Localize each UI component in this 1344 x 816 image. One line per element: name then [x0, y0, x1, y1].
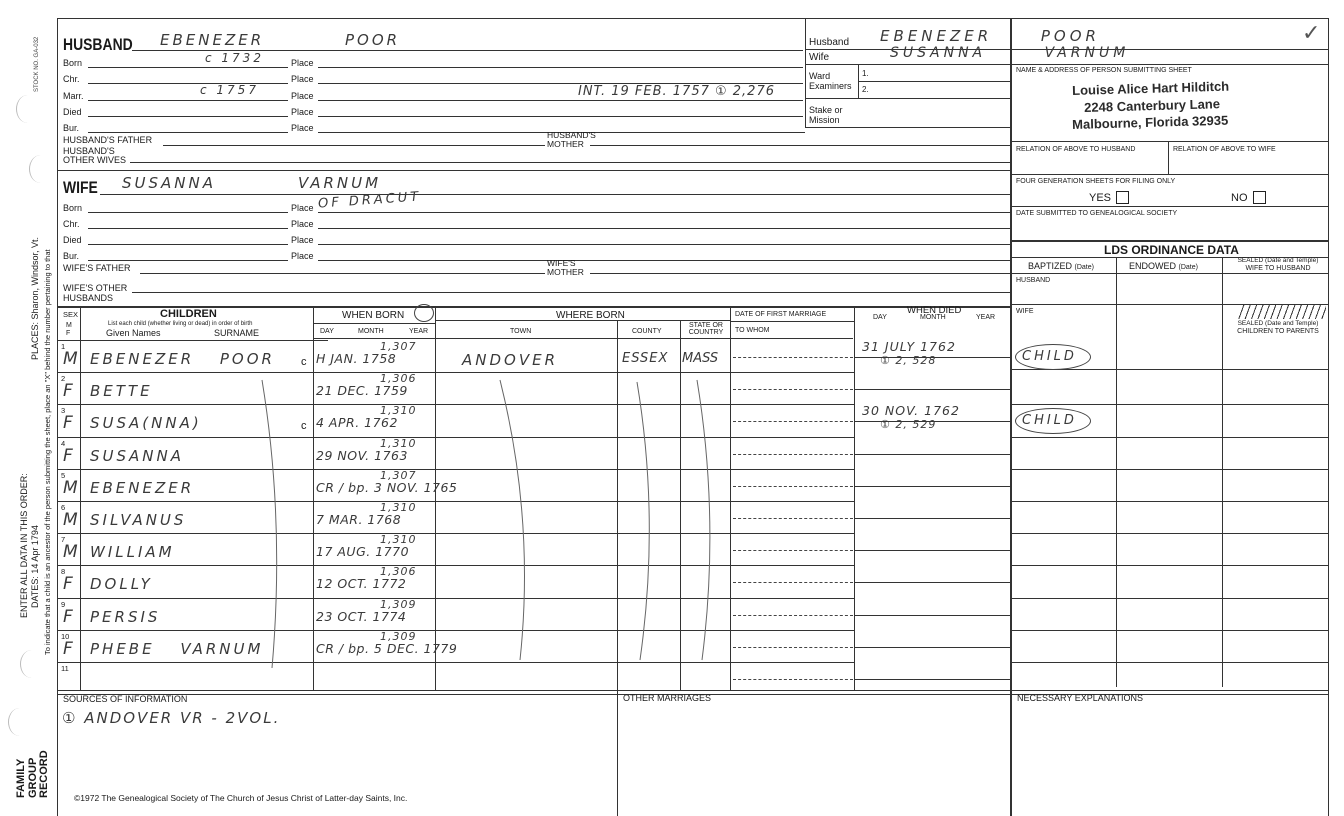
child-birth-ref: 1,310	[380, 533, 417, 546]
child-birth-ref: 1,307	[380, 340, 417, 353]
children-header-bottom	[57, 340, 328, 341]
wife-died-date-line	[88, 244, 288, 245]
child-birth-date: CR / bp. 3 NOV. 1765	[316, 480, 458, 495]
child-marriage-dash	[733, 357, 853, 358]
children-sub-label: List each child (whether living or dead) in order of birth	[108, 321, 253, 327]
child-row-line	[57, 662, 854, 663]
wife-heading: WIFE	[63, 178, 98, 197]
surname-label: SURNAME	[214, 328, 260, 338]
punch-hole-4	[8, 708, 31, 736]
yes-label: YES	[1089, 192, 1112, 204]
child-number: 9	[61, 600, 66, 609]
child-sex: F	[63, 446, 73, 466]
child-number: 6	[61, 503, 66, 512]
child-row-line	[57, 469, 854, 470]
child-died-line	[854, 518, 1010, 519]
child-marriage-dash	[733, 454, 853, 455]
child-row-line	[57, 437, 854, 438]
lds-sealed-children-label	[1228, 321, 1328, 335]
child-birth-date: CR / bp. 5 DEC. 1779	[316, 641, 458, 656]
right-border	[1328, 18, 1329, 816]
wife-father-line	[140, 273, 545, 274]
husband-died-label: Died	[63, 107, 82, 117]
lds-baptized-text: BAPTIZED	[1028, 261, 1073, 271]
child-row-line	[57, 533, 854, 534]
ward-1: 1.	[862, 69, 869, 78]
child-sex: F	[63, 639, 73, 659]
child-birth-date: 23 OCT. 1774	[316, 609, 407, 624]
copyright: ©1972 The Genealogical Society of The Church of Jesus Christ of Latter-day Saints, Inc.	[74, 793, 408, 803]
lds-sealed-children-line2: CHILDREN TO PARENTS	[1237, 327, 1319, 335]
child-name: SILVANUS	[90, 511, 187, 529]
town-col-divider	[617, 320, 618, 690]
child-died-line	[854, 582, 1010, 583]
right-husband-label: Husband	[809, 37, 850, 48]
child-sex: F	[63, 607, 73, 627]
husband-born-date-line	[88, 67, 288, 68]
submitter-label: NAME & ADDRESS OF PERSON SUBMITTING SHEET	[1016, 67, 1192, 74]
submitter-street: 2248 Canterbury Lane	[1083, 96, 1221, 115]
lds-title: LDS ORDINANCE DATA	[1104, 243, 1239, 257]
husband-marr-date-line	[88, 100, 288, 101]
husband-marr-place-line	[318, 100, 803, 101]
child-name: PHEBE VARNUM	[90, 640, 264, 658]
child-marriage-dash	[733, 550, 853, 551]
submitter-city: Malbourne, Florida 32935	[1071, 112, 1229, 132]
child-died-line	[854, 679, 1010, 680]
sex-label: SEX	[63, 310, 79, 319]
child-marriage-dash	[733, 679, 853, 680]
wife-born-date-line	[88, 212, 288, 213]
child-number: 4	[61, 439, 66, 448]
lds-baptized-label	[1028, 262, 1094, 271]
first-marriage-sub-line	[730, 321, 854, 322]
husband-other-wives-line	[130, 162, 1010, 163]
sources-text: ① ANDOVER VR - 2VOL.	[62, 709, 281, 727]
county-label: COUNTY	[632, 328, 662, 335]
child-marriage-dash	[733, 486, 853, 487]
child-sex: F	[63, 413, 73, 433]
husband-marr-date: c 1757	[200, 83, 259, 97]
child-birth-ref: 1,309	[380, 630, 417, 643]
ward-2: 2.	[862, 85, 869, 94]
child-birth-date: H JAN. 1758	[316, 351, 397, 366]
wife-given-name: SUSANNA	[122, 174, 216, 192]
child-number: 7	[61, 535, 66, 544]
husband-bur-date-line	[88, 132, 288, 133]
explanations-label: NECESSARY EXPLANATIONS	[1017, 693, 1144, 703]
child-row-line	[57, 598, 854, 599]
child-birth-date: 21 DEC. 1759	[316, 383, 408, 398]
children-col-divider	[313, 306, 314, 690]
child-lds-row-line	[1010, 598, 1328, 599]
child-death-date: 31 JULY 1762	[862, 339, 956, 354]
enter-data-instruction: ENTER ALL DATA IN THIS ORDER:	[19, 473, 29, 618]
state-col-divider	[730, 306, 731, 690]
child-lds-row-line	[1010, 662, 1328, 663]
right-wife-name: SUSANNA VARNUM	[890, 45, 1130, 61]
child-lds-row-line	[1010, 501, 1328, 502]
punch-hole-3	[20, 650, 43, 678]
other-marriages-divider	[617, 690, 618, 816]
husband-given-name: EBENEZER	[160, 31, 265, 49]
lds-header-line	[1010, 273, 1328, 274]
child-number: 10	[61, 632, 70, 641]
wife-mother-line	[590, 273, 1010, 274]
first-marriage-label: DATE OF FIRST MARRIAGE	[735, 311, 827, 318]
lds-sealed-wife-line2: WIFE TO HUSBAND	[1245, 264, 1311, 272]
relation-top-line	[1010, 141, 1328, 142]
husband-born-label: Born	[63, 58, 83, 68]
child-died-line	[854, 647, 1010, 648]
punch-hole-1	[16, 95, 39, 123]
child-birth-date: 7 MAR. 1768	[316, 512, 402, 527]
wife-bur-place-line	[318, 260, 1010, 261]
child-lds-row-line	[1010, 630, 1328, 631]
child-death-date: 30 NOV. 1762	[862, 403, 960, 418]
child-death-ref: ① 2, 529	[880, 418, 937, 431]
child-lds-row-line	[1010, 437, 1328, 438]
child-birth-ref: 1,310	[380, 437, 417, 450]
to-whom-label: TO WHOM	[735, 327, 770, 334]
child-number: 3	[61, 406, 66, 415]
right-wife-line	[805, 64, 1010, 65]
ditto-stroke	[500, 380, 525, 660]
other-marriages-label: OTHER MARRIAGES	[623, 693, 712, 703]
marriage-col-divider	[854, 306, 855, 690]
husband-surname: POOR	[345, 31, 401, 49]
date-submitted-label: DATE SUBMITTED TO GENEALOGICAL SOCIETY	[1016, 210, 1178, 217]
child-ancestor-mark: c	[301, 356, 307, 368]
form-title	[16, 750, 51, 798]
husband-died-date-line	[88, 116, 288, 117]
ward-bottom-line	[805, 98, 1010, 99]
lds-endowed-date: (Date)	[1178, 264, 1198, 271]
lds-col-2	[1222, 257, 1223, 687]
child-birth-date: 29 NOV. 1763	[316, 448, 408, 463]
child-lds-row-line	[1010, 533, 1328, 534]
ward-examiners-label: Ward Examiners	[809, 71, 852, 91]
lds-baptized-date: (Date)	[1074, 264, 1094, 271]
child-name: SUSA(NNA)	[90, 414, 202, 432]
husband-bur-place-label: Place	[291, 123, 314, 133]
wife-surname: VARNUM	[298, 174, 382, 192]
child-name: EBENEZER POOR	[90, 350, 275, 368]
relation-wife-label: RELATION OF ABOVE TO WIFE	[1173, 146, 1276, 153]
lds-endowed-text: ENDOWED	[1129, 261, 1176, 271]
wife-bur-date-line	[88, 260, 288, 261]
ancestor-indicator-note: To indicate that a child is an ancestor of the person submitting the sheet, place an "X" behind the number pertaining to that	[43, 249, 52, 655]
lds-endowed-label	[1129, 262, 1198, 271]
wife-chr-label: Chr.	[63, 219, 80, 229]
husband-mother-line	[590, 145, 1010, 146]
date-submitted-top-line	[1010, 206, 1328, 207]
child-sex: M	[63, 478, 78, 498]
when-born-sub-line	[313, 323, 435, 324]
wife-name-line	[100, 194, 1010, 195]
children-header-bottom-2	[313, 338, 853, 339]
child-number: 8	[61, 567, 66, 576]
check-mark: ✓	[1302, 20, 1321, 45]
no-checkbox[interactable]	[1253, 191, 1266, 204]
punch-hole-2	[29, 155, 52, 183]
lds-top-line	[1010, 240, 1328, 242]
wife-chr-place-label: Place	[291, 219, 314, 229]
yes-checkbox[interactable]	[1116, 191, 1129, 204]
form-title-line-1: FAMILY	[15, 758, 27, 798]
wife-top-line	[57, 170, 1010, 171]
sex-m-label: M	[66, 322, 72, 329]
sex-divider	[80, 306, 81, 690]
child-birth-ref: 1,307	[380, 469, 417, 482]
born-month-label: MONTH	[358, 328, 384, 335]
lds-col-1	[1116, 257, 1117, 687]
child-ancestor-mark: c	[301, 420, 307, 432]
husband-died-place-line	[318, 116, 803, 117]
ditto-stroke	[637, 382, 649, 660]
child-birth-county: ESSEX	[622, 351, 669, 366]
child-birth-ref: 1,310	[380, 404, 417, 417]
wife-died-place-line	[318, 244, 1010, 245]
child-row-line	[57, 694, 1010, 695]
wife-died-place-label: Place	[291, 235, 314, 245]
born-col-divider	[435, 306, 436, 690]
child-number: 2	[61, 374, 66, 383]
ditto-stroke	[262, 380, 277, 668]
child-died-line	[854, 454, 1010, 455]
died-day-label: DAY	[873, 314, 887, 321]
lds-sealed-wife-line1: SEALED (Date and Temple)	[1237, 257, 1319, 264]
stake-bottom-line	[805, 127, 1010, 128]
child-birth-ref: 1,306	[380, 565, 417, 578]
husband-marr-place-label: Place	[291, 91, 314, 101]
child-row-line	[57, 565, 854, 566]
wife-chr-place-line	[318, 228, 1010, 229]
child-marriage-dash	[733, 582, 853, 583]
born-day-label: DAY	[320, 328, 334, 335]
places-instruction: PLACES: Sharon, Windsor, Vt.	[30, 236, 40, 360]
child-name: PERSIS	[90, 608, 161, 626]
wife-born-label: Born	[63, 203, 83, 213]
child-birth-date: 17 AUG. 1770	[316, 544, 410, 559]
husband-died-place-label: Place	[291, 107, 314, 117]
right-wife-label: Wife	[809, 52, 829, 63]
wife-other-husbands-label: WIFE'S OTHER HUSBANDS	[63, 283, 128, 304]
child-row-line	[57, 630, 854, 631]
stock-number: STOCK NO. GA-032	[34, 36, 40, 92]
relation-divider	[1168, 141, 1169, 174]
husband-mother-label: HUSBAND'S MOTHER	[547, 130, 596, 149]
stake-mission-label: Stake or Mission	[809, 105, 843, 126]
child-number: 11	[61, 664, 69, 673]
husband-chr-place-label: Place	[291, 74, 314, 84]
child-marriage-dash	[733, 389, 853, 390]
wife-other-husbands-line	[132, 292, 1010, 293]
lds-hatch	[1238, 305, 1326, 319]
child-sex: M	[63, 510, 78, 530]
wife-born-place-line	[318, 212, 1010, 213]
children-label: CHILDREN	[160, 308, 217, 320]
lds-wife-row-label: WIFE	[1016, 308, 1034, 315]
form-title-line-3: RECORD	[38, 750, 51, 798]
child-number: 5	[61, 471, 66, 480]
wife-mother-label: WIFE'S MOTHER	[547, 258, 584, 277]
died-month-label: MONTH	[920, 314, 946, 321]
child-name: WILLIAM	[90, 543, 175, 561]
child-birth-ref: 1,310	[380, 501, 417, 514]
husband-other-wives-label: HUSBAND'S OTHER WIVES	[63, 146, 127, 165]
ward-mid-line	[858, 81, 1010, 82]
county-col-divider	[680, 320, 681, 690]
where-born-label: WHERE BORN	[556, 310, 625, 321]
child-sex: M	[63, 349, 78, 369]
lds-husband-row-label: HUSBAND	[1016, 277, 1051, 284]
child-name: BETTE	[90, 382, 153, 400]
lds-sealed-children-line1: SEALED (Date and Temple)	[1237, 320, 1319, 327]
wife-born-place: OF DRACUT	[317, 189, 422, 212]
child-died-line	[854, 550, 1010, 551]
top-border	[57, 18, 1328, 19]
husband-born-date: c 1732	[205, 51, 264, 65]
wife-bur-place-label: Place	[291, 251, 314, 261]
wife-father-label: WIFE'S FATHER	[63, 263, 131, 273]
child-marriage-dash	[733, 647, 853, 648]
submitter-name: Louise Alice Hart Hilditch	[1071, 78, 1230, 98]
when-died-label: WHEN DIED	[907, 305, 962, 316]
born-year-label: YEAR	[409, 328, 429, 335]
relation-husband-label: RELATION OF ABOVE TO HUSBAND	[1016, 146, 1136, 153]
child-name: DOLLY	[90, 575, 153, 593]
child-lds-note: CHILD	[1022, 413, 1077, 428]
child-row-line	[57, 501, 854, 502]
husband-born-place-line	[318, 67, 803, 68]
form-title-line-2: GROUP	[26, 757, 39, 798]
husband-father-line	[163, 145, 545, 146]
child-birth-date: 4 APR. 1762	[316, 415, 398, 430]
child-number: 1	[61, 342, 66, 351]
wife-chr-date-line	[88, 228, 288, 229]
sex-f-label: F	[66, 330, 71, 337]
child-death-ref: ① 2, 528	[880, 354, 937, 367]
four-gen-top-line	[1010, 174, 1328, 175]
lds-sealed-wife-label	[1228, 258, 1328, 272]
child-row-line	[57, 372, 854, 373]
husband-marr-label: Marr.	[63, 91, 84, 101]
bottom-top-line	[57, 690, 1328, 691]
husband-bur-label: Bur.	[63, 123, 80, 133]
child-lds-row-line	[1010, 565, 1328, 566]
right-husband-name: EBENEZER POOR	[880, 27, 1100, 45]
child-name: EBENEZER	[90, 479, 195, 497]
child-lds-row-line	[1010, 404, 1328, 405]
child-sex: F	[63, 574, 73, 594]
when-born-label: WHEN BORN	[342, 310, 405, 321]
child-row-line	[57, 404, 854, 405]
wife-born-place-label: Place	[291, 203, 314, 213]
where-born-sub-line	[435, 320, 730, 321]
husband-chr-label: Chr.	[63, 74, 80, 84]
child-marriage-dash	[733, 421, 853, 422]
ditto-stroke	[697, 380, 710, 660]
child-sex: M	[63, 542, 78, 562]
left-border	[57, 18, 58, 816]
submitter-top-line	[1010, 64, 1328, 65]
state-label: STATE OR COUNTRY	[688, 322, 724, 337]
child-name: SUSANNA	[90, 447, 184, 465]
child-sex: F	[63, 381, 73, 401]
child-lds-note: CHILD	[1022, 349, 1077, 364]
given-names-label: Given Names	[106, 328, 161, 338]
husband-father-label: HUSBAND'S FATHER	[63, 135, 153, 145]
wife-died-label: Died	[63, 235, 82, 245]
sources-label: SOURCES OF INFORMATION	[63, 694, 188, 704]
wife-bur-label: Bur.	[63, 251, 80, 261]
child-marriage-dash	[733, 518, 853, 519]
four-gen-label: FOUR GENERATION SHEETS FOR FILING ONLY	[1016, 178, 1176, 185]
dates-instruction: DATES: 14 Apr 1794	[30, 525, 40, 608]
child-birth-date: 12 OCT. 1772	[316, 576, 407, 591]
died-year-label: YEAR	[976, 314, 996, 321]
husband-marr-place: INT. 19 FEB. 1757 ① 2,276	[578, 84, 775, 99]
child-marriage-dash	[733, 615, 853, 616]
child-birth-ref: 1,309	[380, 598, 417, 611]
child-lds-row-line	[1010, 469, 1328, 470]
right-panel-divider	[1010, 18, 1012, 816]
no-label: NO	[1231, 192, 1248, 204]
child-birth-town: ANDOVER	[462, 351, 558, 369]
husband-born-place-label: Place	[291, 58, 314, 68]
child-birth-ref: 1,306	[380, 372, 417, 385]
child-birth-state: MASS	[682, 351, 719, 366]
child-died-line	[854, 486, 1010, 487]
when-born-circle	[414, 304, 434, 322]
child-died-line	[854, 389, 1010, 390]
husband-heading: HUSBAND	[63, 35, 133, 54]
child-died-line	[854, 615, 1010, 616]
header-divider	[805, 18, 806, 127]
town-label: TOWN	[510, 328, 532, 335]
